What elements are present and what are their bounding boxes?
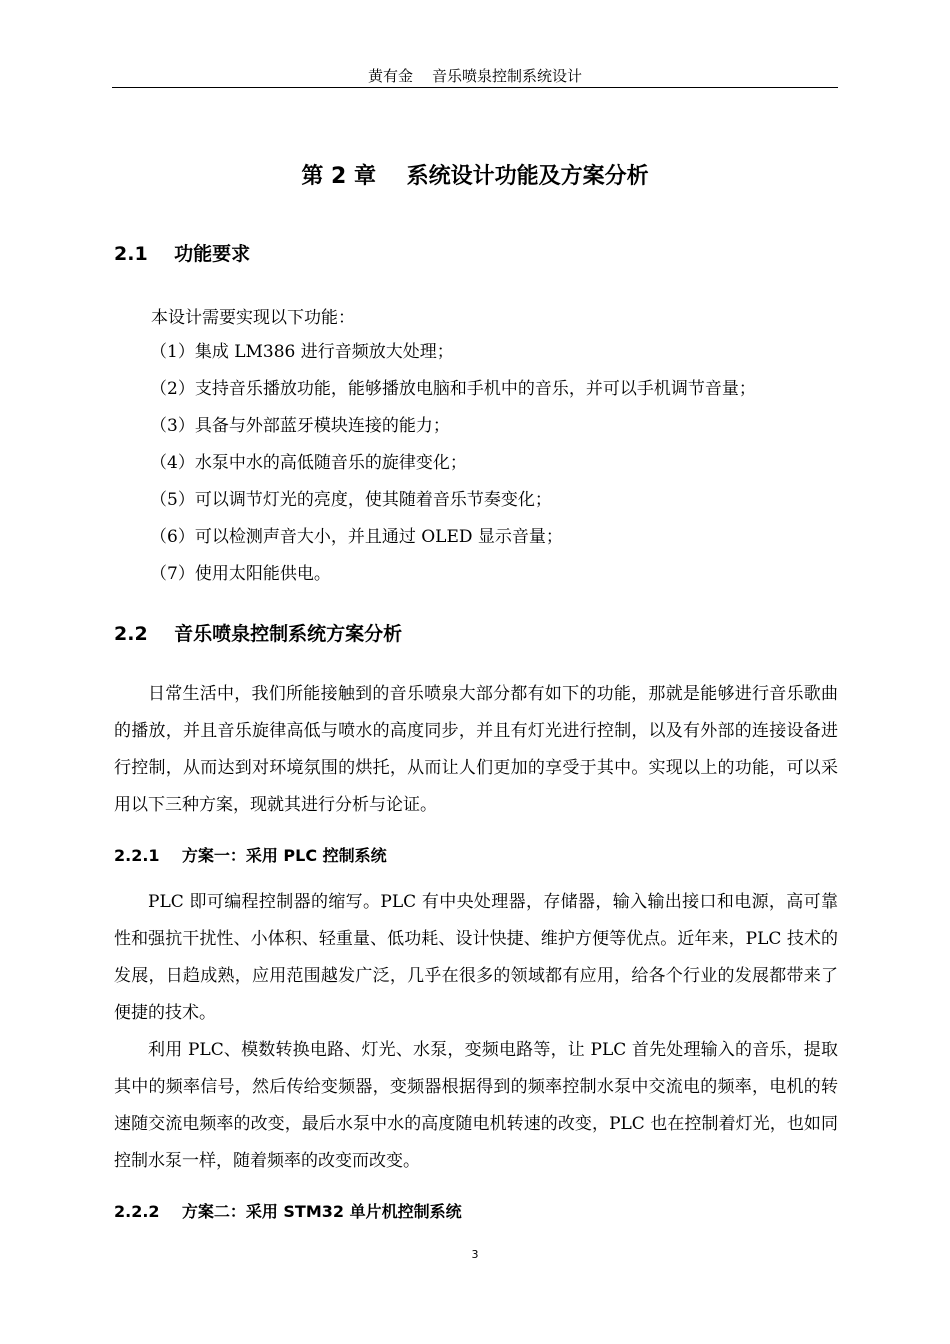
subsection-heading-2-2-1: 2.2.1 方案一：采用 PLC 控制系统 bbox=[114, 846, 387, 865]
section-heading-2-2: 2.2 音乐喷泉控制系统方案分析 bbox=[114, 623, 403, 645]
header-rule bbox=[112, 87, 838, 88]
running-header: 黄有金 音乐喷泉控制系统设计 bbox=[367, 67, 583, 85]
page-number: 3 bbox=[471, 1248, 479, 1261]
list-item: （2）支持音乐播放功能，能够播放电脑和手机中的音乐，并可以手机调节音量； bbox=[150, 379, 756, 399]
section-2-2-paragraph: 日常生活中，我们所能接触到的音乐喷泉大部分都有如下的功能，那就是能够进行音乐歌曲的播放，并且音乐旋律高低与喷水的高度同步，并且有灯光进行控制，以及有外部的连接设备进行控制，从而达到对环境氛围的烘托，从而让人们更加的享受于其中。实现以上的功能，可以采用以下三种方案，现就其进行分析与论证。 bbox=[114, 684, 838, 815]
list-item: （3）具备与外部蓝牙模块连接的能力； bbox=[150, 416, 450, 436]
subsection-heading-2-2-2: 2.2.2 方案二：采用 STM32 单片机控制系统 bbox=[114, 1202, 462, 1221]
plc-paragraph-2: 利用 PLC、模数转换电路、灯光、水泵，变频电路等，让 PLC 首先处理输入的音乐，提取其中的频率信号，然后传给变频器，变频器根据得到的频率控制水泵中交流电的频率，电机的转速随交流电频率的改变，最后水泵中水的高度随电机转速的改变，PLC 也在控制着灯光，也如同控制水泵一样，随着频率的改变而改变。 bbox=[114, 1040, 838, 1171]
list-item: （4）水泵中水的高低随音乐的旋律变化； bbox=[150, 453, 467, 473]
requirements-intro: 本设计需要实现以下功能： bbox=[151, 308, 355, 328]
list-item: （6）可以检测声音大小，并且通过 OLED 显示音量； bbox=[150, 527, 563, 547]
requirements-list bbox=[150, 334, 838, 593]
plc-paragraph-1: PLC 即可编程控制器的缩写。PLC 有中央处理器，存储器，输入输出接口和电源，高可靠性和强抗干扰性、小体积、轻重量、低功耗、设计快捷、维护方便等优点。近年来，PLC 技术的发展，日趋成熟，应用范围越发广泛，几乎在很多的领域都有应用，给各个行业的发展都带来了便捷的技术。 bbox=[114, 892, 838, 1023]
list-item: （7）使用太阳能供电。 bbox=[150, 564, 331, 584]
section-heading-2-1: 2.1 功能要求 bbox=[114, 243, 251, 265]
list-item: （5）可以调节灯光的亮度，使其随着音乐节奏变化； bbox=[150, 490, 552, 510]
list-item: （1）集成 LM386 进行音频放大处理； bbox=[150, 342, 454, 362]
chapter-title: 第 2 章 系统设计功能及方案分析 bbox=[301, 164, 649, 189]
